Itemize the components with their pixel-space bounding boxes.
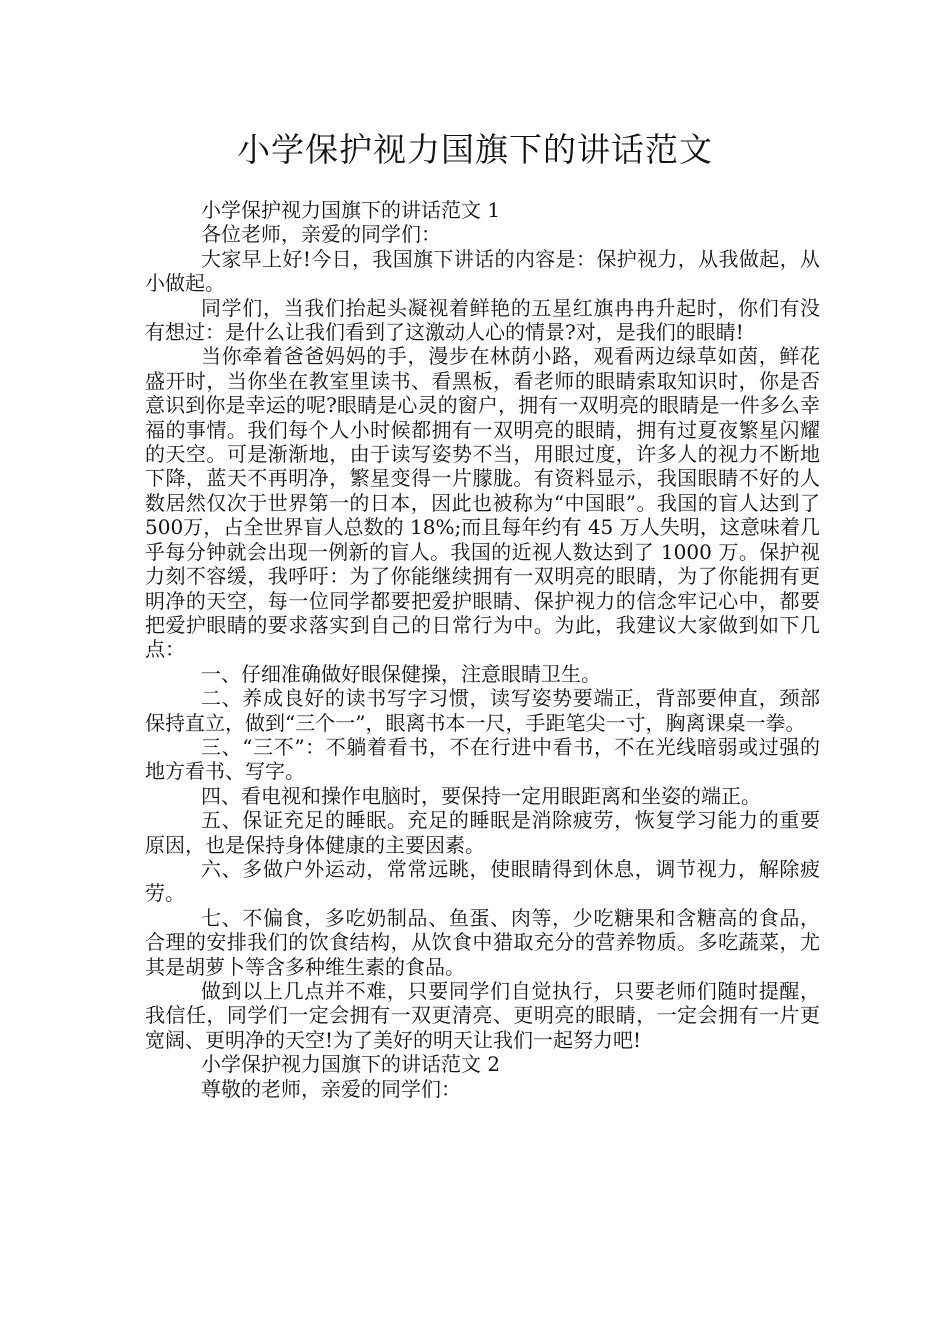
- list-item-4: 四、看电视和操作电脑时，要保持一定用眼距离和坐姿的端正。: [201, 783, 761, 808]
- section-heading-1: 小学保护视力国旗下的讲话范文 1: [201, 198, 501, 222]
- list-item-6: 六、多做户外运动，常常远眺，使眼睛得到休息，调节视力，解除疲劳。: [145, 856, 820, 906]
- list-item-3: 三、“三不”：不躺着看书，不在行进中看书，不在光线暗弱或过强的地方看书、写字。: [145, 734, 820, 784]
- list-item-7: 七、不偏食，多吃奶制品、鱼蛋、肉等，少吃糖果和含糖高的食品，合理的安排我们的饮食结构，从饮食中猎取充分的营养物质。多吃蔬菜，尤其是胡萝卜等含多种维生素的食品。: [145, 905, 820, 979]
- paragraph: 当你牵着爸爸妈妈的手，漫步在林荫小路，观看两边绿草如茵，鲜花盛开时，当你坐在教室里读书、看黑板，看老师的眼睛索取知识时，你是否意识到你是幸运的呢?眼睛是心灵的窗户，拥有一双明亮的眼睛是一件多么幸福的事情。我们每个人小时候都拥有一双明亮的眼睛，拥有过夏夜繁星闪耀的天空。可是渐渐地，由于读写姿势不当，用眼过度，许多人的视力不断地下降，蓝天不再明净，繁星变得一片朦胧。有资料显示，我国眼睛不好的人数居然仅次于世界第一的日本，因此也被称为“中国眼”。我国的盲人达到了 500万，占全世界盲人总数的 18%;而且每年约有 45 万人失明，这意味着几乎每分钟就会出现一例新的盲人。我国的近视人数达到了 1000 万。保护视力刻不容缓，我呼吁：为了你能继续拥有一双明亮的眼睛，为了你能拥有更明净的天空，每一位同学都要把爱护眼睛、保护视力的信念牢记心中，都要把爱护眼睛的要求落实到自己的日常行为中。为此，我建议大家做到如下几点：: [145, 344, 820, 662]
- salutation-2: 尊敬的老师，亲爱的同学们：: [201, 1076, 461, 1101]
- paragraph: 做到以上几点并不难，只要同学们自觉执行，只要老师们随时提醒，我信任，同学们一定会拥有一双更清亮、更明亮的眼睛，一定会拥有一片更宽阔、更明净的天空!为了美好的明天让我们一起努力吧!: [145, 979, 820, 1052]
- list-item-2: 二、养成良好的读书写字习惯，读写姿势要端正，背部要伸直，颈部保持直立，做到“三个一”，眼离书本一尺，手距笔尖一寸，胸离课桌一拳。: [145, 686, 820, 735]
- salutation-1: 各位老师，亲爱的同学们：: [201, 222, 441, 247]
- list-item-1: 一、仔细准确做好眼保健操，注意眼睛卫生。: [201, 661, 601, 686]
- document-title: 小学保护视力国旗下的讲话范文: [237, 130, 713, 169]
- document-body: [145, 198, 820, 1101]
- list-item-5: 五、保证充足的睡眠。充足的睡眠是消除疲劳，恢复学习能力的重要原因，也是保持身体健康的主要因素。: [145, 808, 820, 857]
- section-heading-2: 小学保护视力国旗下的讲话范文 2: [201, 1052, 501, 1077]
- paragraph: 大家早上好!今日，我国旗下讲话的内容是：保护视力，从我做起，从小做起。: [145, 246, 820, 296]
- paragraph: 同学们，当我们抬起头凝视着鲜艳的五星红旗冉冉升起时，你们有没有想过：是什么让我们看到了这激动人心的情景?对，是我们的眼睛!: [145, 295, 820, 345]
